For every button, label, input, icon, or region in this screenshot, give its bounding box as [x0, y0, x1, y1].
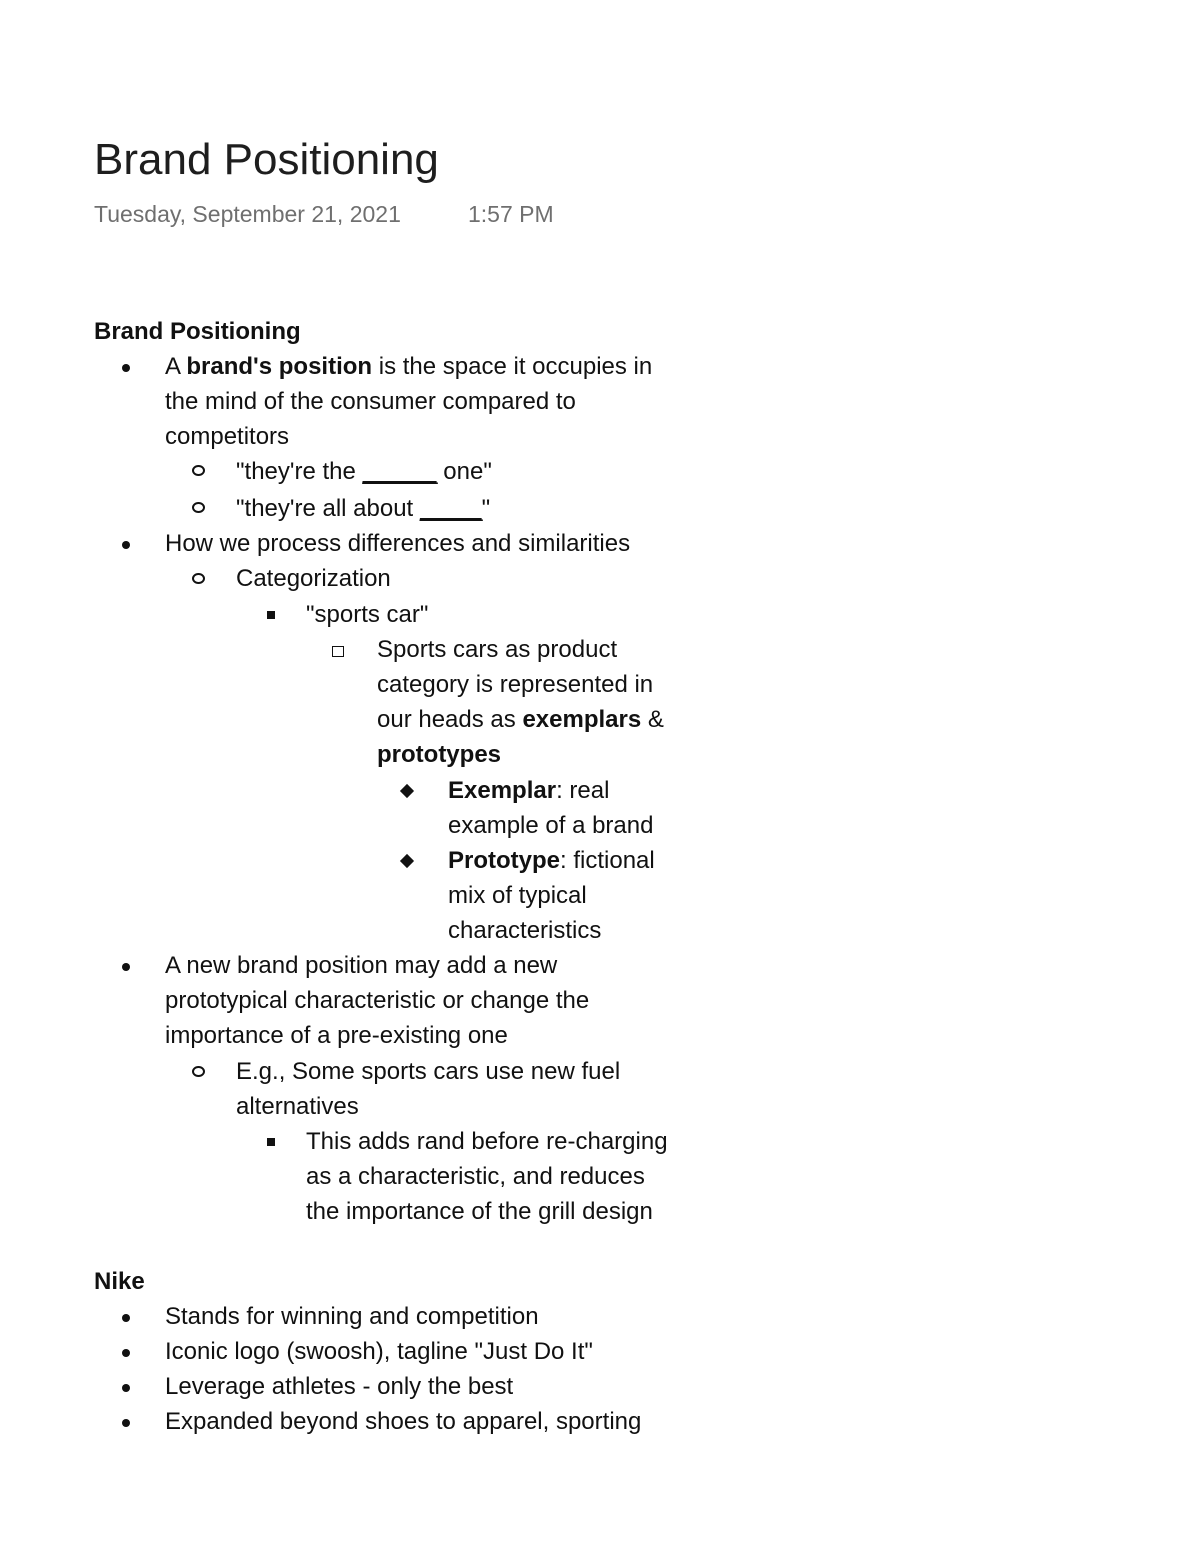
sub-bullet-text: Categorization: [236, 565, 391, 592]
level4-text: Sports cars as product: [377, 636, 618, 663]
text-segment: our heads as: [377, 706, 523, 733]
text-segment: one": [436, 458, 492, 485]
bullet-text: How we process differences and similarities: [165, 530, 631, 557]
diamond-bullet-icon: [400, 784, 414, 798]
sub-bullet-text: [236, 491, 490, 526]
sub-bullet-ring-icon: [192, 573, 205, 584]
sub-bullet-text: [236, 454, 492, 489]
level3-text-continued: as a characteristic, and reduces: [306, 1163, 645, 1190]
bullet-text: [165, 349, 652, 384]
bullet-text-continued: the mind of the consumer compared to: [165, 388, 576, 415]
bullet-dot-icon: [122, 1314, 130, 1322]
bullet-dot-icon: [122, 1349, 130, 1357]
bullet-text-continued: importance of a pre-existing one: [165, 1022, 508, 1049]
fill-in-blank: _____: [419, 495, 482, 522]
nike-bullet-text: Stands for winning and competition: [165, 1303, 539, 1330]
text-segment: &: [641, 706, 664, 733]
bullet-text-continued: competitors: [165, 423, 290, 450]
level4-text-continued: [377, 702, 664, 737]
text-segment: "they're the: [236, 458, 363, 485]
note-meta: [94, 199, 554, 229]
bullet-text-continued: prototypical characteristic or change the: [165, 987, 590, 1014]
level3-text-continued: the importance of the grill design: [306, 1198, 653, 1225]
section-heading-nike: Nike: [94, 1268, 145, 1295]
bullet-dot-icon: [122, 364, 130, 372]
square-bullet-icon: [267, 611, 275, 619]
bold-term: Exemplar: [448, 777, 557, 804]
text-segment: ": [481, 495, 491, 522]
note-time: 1:57 PM: [468, 201, 554, 227]
level3-text: "sports car": [306, 601, 429, 628]
level5-text: [448, 843, 655, 878]
nike-bullet-text: Iconic logo (swoosh), tagline "Just Do It": [165, 1338, 593, 1365]
level5-text-continued: characteristics: [448, 917, 602, 944]
note-date: Tuesday, September 21, 2021: [94, 201, 401, 227]
text-segment: is the space it occupies in: [372, 353, 653, 380]
sub-bullet-text: E.g., Some sports cars use new fuel: [236, 1058, 621, 1085]
page-title: Brand Positioning: [94, 135, 439, 184]
sub-bullet-text-continued: alternatives: [236, 1093, 359, 1120]
text-segment: : real: [556, 777, 610, 804]
hollow-square-bullet-icon: [332, 646, 344, 657]
bold-term: exemplars: [522, 706, 642, 733]
sub-bullet-ring-icon: [192, 465, 205, 476]
diamond-bullet-icon: [400, 854, 414, 868]
fill-in-blank: ______: [362, 458, 437, 485]
bullet-dot-icon: [122, 1419, 130, 1427]
bullet-dot-icon: [122, 541, 130, 549]
level3-text: This adds rand before re-charging: [306, 1128, 668, 1155]
nike-bullet-text: Expanded beyond shoes to apparel, sporting: [165, 1408, 642, 1435]
level5-text: [448, 773, 609, 808]
level4-text-continued: [377, 737, 501, 772]
text-segment: "they're all about: [236, 495, 420, 522]
sub-bullet-ring-icon: [192, 502, 205, 513]
bullet-text: A new brand position may add a new: [165, 952, 558, 979]
sub-bullet-ring-icon: [192, 1066, 205, 1077]
text-segment: : fictional: [560, 847, 655, 874]
text-segment: A: [165, 353, 187, 380]
level4-text-continued: category is represented in: [377, 671, 654, 698]
level5-text-continued: example of a brand: [448, 812, 654, 839]
bold-term: brand's position: [186, 353, 373, 380]
square-bullet-icon: [267, 1138, 275, 1146]
bold-term: Prototype: [448, 847, 561, 874]
bold-term: prototypes: [377, 741, 502, 768]
section-heading-brand-positioning: Brand Positioning: [94, 318, 301, 345]
bullet-dot-icon: [122, 963, 130, 971]
nike-bullet-text: Leverage athletes - only the best: [165, 1373, 514, 1400]
level5-text-continued: mix of typical: [448, 882, 587, 909]
bullet-dot-icon: [122, 1384, 130, 1392]
